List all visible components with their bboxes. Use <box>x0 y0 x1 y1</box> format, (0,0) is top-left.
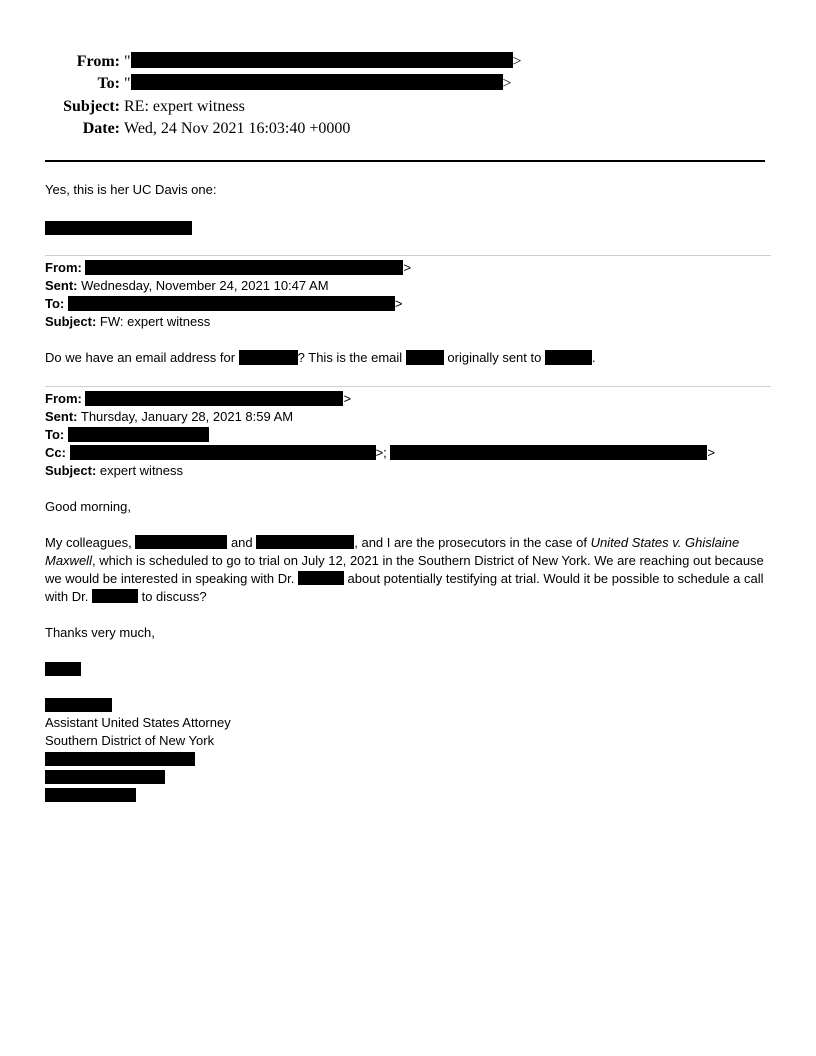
separator <box>45 255 771 256</box>
orig-sent-row: Sent: Thursday, January 28, 2021 8:59 AM <box>45 409 294 424</box>
header-subject-value: RE: expert witness <box>124 98 245 115</box>
orig-greeting: Good morning, <box>45 499 131 514</box>
redaction <box>85 260 403 275</box>
separator <box>45 386 771 387</box>
redaction <box>68 296 395 311</box>
header-to-value: " > <box>124 75 512 92</box>
header-from-label: From: <box>76 53 120 70</box>
orig-to-row: To: <box>45 426 209 444</box>
redaction <box>135 535 227 549</box>
header-to-label: To: <box>97 75 120 92</box>
redaction <box>68 427 209 442</box>
fwd1-to-row: To: > <box>45 296 403 311</box>
fwd1-subject-row: Subject: FW: expert witness <box>45 314 211 329</box>
fwd1-sent-value: Wednesday, November 24, 2021 10:47 AM <box>81 278 329 293</box>
redaction <box>45 698 112 712</box>
redaction <box>256 535 354 549</box>
redaction <box>45 221 192 235</box>
orig-subject-row: Subject: expert witness <box>45 463 184 478</box>
redaction <box>70 445 376 460</box>
case-name: United States v. Ghislaine Maxwell <box>45 535 740 568</box>
orig-thanks: Thanks very much, <box>45 625 155 640</box>
redaction <box>406 350 444 365</box>
orig-cc-row: Cc: >; > <box>45 445 716 460</box>
orig-from-row: From: > <box>45 391 352 406</box>
redaction <box>92 589 138 603</box>
orig-sent-value: Thursday, January 28, 2021 8:59 AM <box>80 409 294 424</box>
header-subject-label: Subject: <box>63 98 120 115</box>
signature-office: Southern District of New York <box>45 733 215 748</box>
orig-subject-value: expert witness <box>99 463 184 478</box>
redaction <box>45 752 195 766</box>
redaction <box>131 74 503 90</box>
redaction <box>390 445 707 460</box>
reply-text: Yes, this is her UC Davis one: <box>45 182 217 197</box>
header-from-value: " > <box>124 53 522 70</box>
signature-title: Assistant United States Attorney <box>45 715 231 730</box>
header-divider <box>45 160 765 162</box>
fwd1-body: Do we have an email address for ? This is the email originally sent to . <box>45 350 596 365</box>
fwd1-sent-row: Sent: Wednesday, November 24, 2021 10:47 AM <box>45 278 329 293</box>
fwd1-from-row: From: > <box>45 260 412 275</box>
orig-paragraph: My colleagues, and , and I are the prosecutors in the case of United States v. Ghislaine Maxwell, which is scheduled to go to trial on July 12, 2021 in the Southern District of New York. We are reaching out because we would be interested in speaking with Dr. about potentially testifying at trial. Would it be possible to schedule a call with Dr. to discuss? <box>45 535 764 604</box>
header-date-label: Date: <box>82 120 120 137</box>
header-date-value: Wed, 24 Nov 2021 16:03:40 +0000 <box>124 120 351 137</box>
redaction <box>85 391 343 406</box>
redaction <box>45 788 136 802</box>
redaction <box>45 662 81 676</box>
redaction <box>239 350 298 365</box>
redaction <box>45 770 165 784</box>
redaction <box>131 52 513 68</box>
redaction <box>545 350 592 365</box>
fwd1-subject-value: FW: expert witness <box>99 314 211 329</box>
redaction <box>298 571 344 585</box>
